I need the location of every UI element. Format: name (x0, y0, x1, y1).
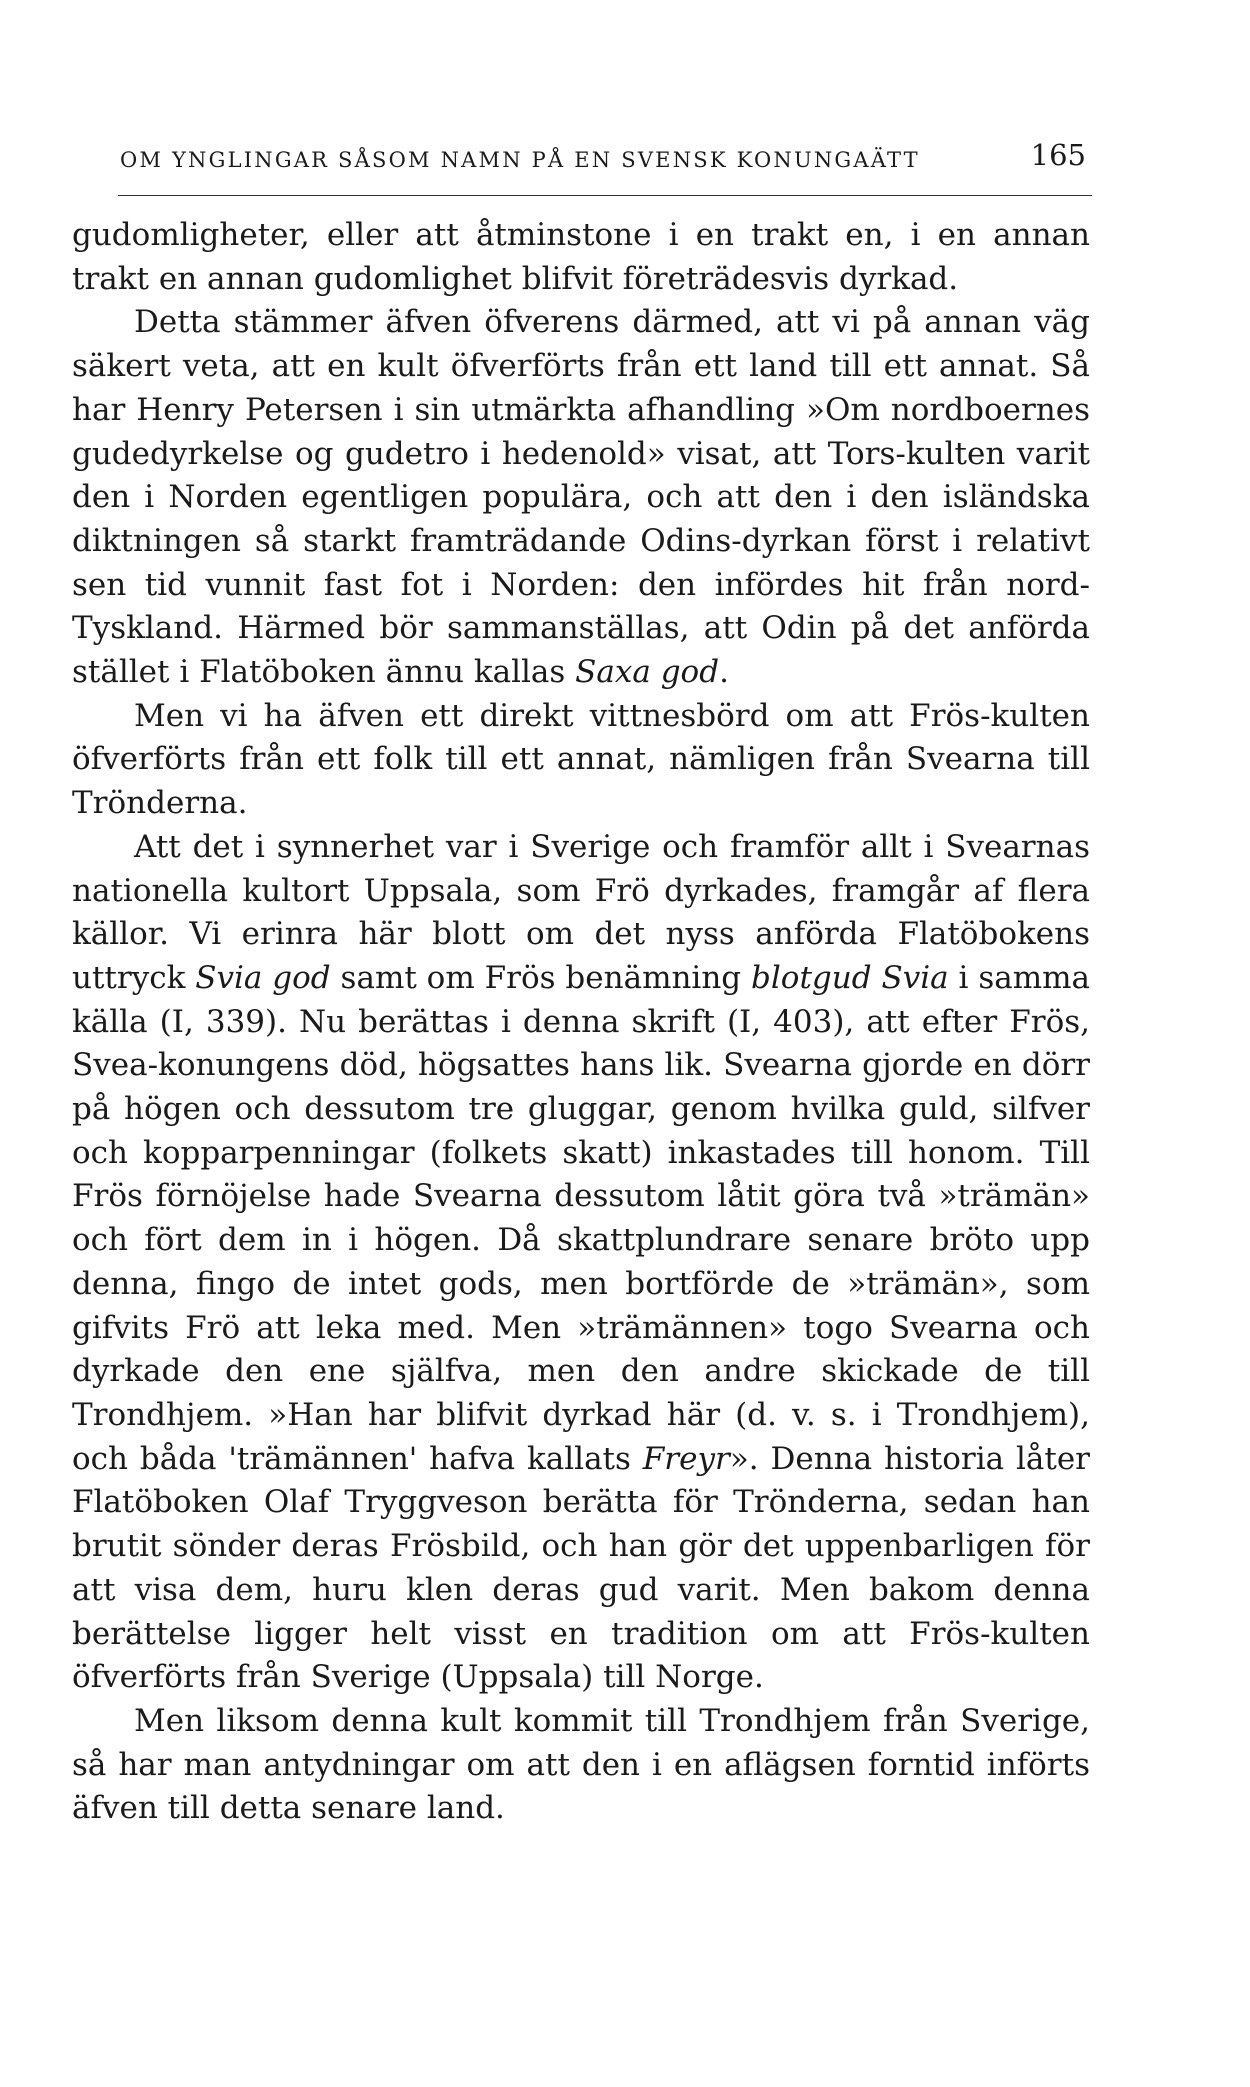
running-head (72, 128, 1090, 172)
paragraph-conclusion (72, 1700, 1090, 1831)
text-run: Men liksom denna kult kommit till Trondhjem från Sverige, så har man antydningar om att den i en aflägsen forntid införts äfven till detta senare land. (72, 1702, 1090, 1827)
italic-term: Saxa god (575, 654, 720, 691)
text-run: samt om Frös benämning (330, 959, 752, 996)
paragraph-direct-testimony (72, 695, 1090, 826)
paragraph-kult-transfer (72, 301, 1090, 694)
text-run: i samma källa (I, 339). Nu berättas i denna skrift (I, 403), att efter Frös, Svea-konungens död, högsattes hans lik. Svearna gjorde en dörr på högen och dessutom tre gluggar, genom hvilka guld, silfver och kopparpenningar (folkets skatt) inkastades till honom. Till Frös förnöjelse hade Svearna dessutom låtit göra två »trämän» och fört dem in i högen. Då skattplundrare senare bröto upp denna, fingo de intet gods, men bortförde de »trämän», som gifvits Frö att leka med. Men »trämännen» togo Svearna och dyrkade den ene själfva, men den andre skickade de till Trondhjem. »Han har blifvit dyrkad här (d. v. s. i Trondhjem), och båda 'trämännen' hafva kallats (72, 959, 1090, 1477)
italic-term: Svia god (195, 959, 331, 996)
paragraph-continuation (72, 214, 1090, 301)
page-number: 165 (1030, 138, 1086, 172)
text-run: . (719, 654, 729, 691)
text-run: Men vi ha äfven ett direkt vittnesbörd om att Frös-kulten öfverförts från ett folk till ett annat, nämligen från Svearna till Trönderna. (72, 697, 1090, 822)
body-text (72, 214, 1090, 1831)
text-run: gudomligheter, eller att åtminstone i en trakt en, i en annan trakt en annan gudomlighet blifvit företrädesvis dyrkad. (72, 217, 1090, 297)
running-title: OM YNGLINGAR SÅSOM NAMN PÅ EN SVENSK KONUNGAÄTT (120, 148, 920, 172)
text-run: Detta stämmer äfven öfverens därmed, att vi på annan väg säkert veta, att en kult öfverförts från ett land till ett annat. Så har Henry Petersen i sin utmärkta afhandling »Om nordboernes gudedyrkelse og gudetro i hedenold» visat, att Tors-kulten varit den i Norden egentligen populära, och att den i den isländska diktningen så starkt framträdande Odins-dyrkan först i relativt sen tid vunnit fast fot i Norden: den infördes hit från nord-Tyskland. Härmed bör sammanställas, att Odin på det anförda stället i Flatöboken ännu kallas (72, 304, 1090, 691)
text-run: ». Denna historia låter Flatöboken Olaf Tryggveson berätta för Trönderna, sedan han brutit sönder deras Frösbild, och han gör det uppenbarligen för att visa dem, huru klen deras gud varit. Men bakom denna berättelse ligger helt visst en tradition om att Frös-kulten öfverförts från Sverige (Uppsala) till Norge. (72, 1440, 1091, 1696)
header-rule (118, 195, 1092, 196)
italic-term: Freyr (642, 1440, 730, 1477)
italic-term: blotgud Svia (751, 959, 949, 996)
text-run: Att det i synnerhet var i Sverige och framför allt i Svearnas nationella kultort Uppsala, som Frö dyrkades, framgår af flera källor. Vi erinra här blott om det nyss anförda Flatöbokens uttryck (72, 828, 1090, 996)
paragraph-uppsala-cult (72, 826, 1090, 1700)
